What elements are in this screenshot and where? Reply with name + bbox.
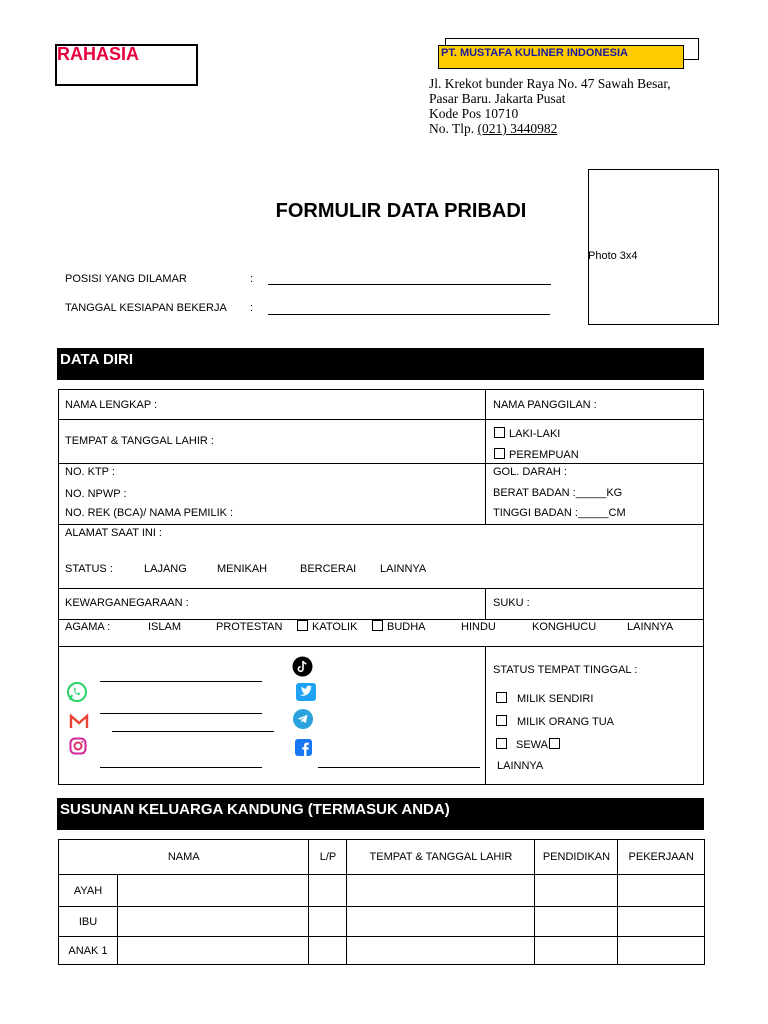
col-header-name: NAMA (59, 840, 309, 875)
page-title: FORMULIR DATA PRIBADI (275, 200, 527, 222)
start-date-label: TANGGAL KESIAPAN BEKERJA (65, 302, 227, 314)
ethnicity-label: SUKU : (493, 597, 530, 609)
status-option-divorced[interactable]: BERCERAI (300, 563, 357, 575)
residence-rent-label: SEWA (516, 739, 548, 751)
table-cell[interactable] (309, 875, 347, 907)
table-cell[interactable] (535, 937, 618, 965)
divider (58, 419, 704, 420)
phone-number: (021) 3440982 (477, 121, 558, 136)
table-cell[interactable] (535, 907, 618, 937)
data-diri-heading: DATA DIRI (57, 348, 704, 380)
family-heading: SUSUNAN KELUARGA KANDUNG (TERMASUK ANDA) (57, 798, 704, 830)
position-input-line[interactable] (268, 284, 551, 285)
residence-other-checkbox[interactable] (549, 738, 560, 749)
col-header-gender: L/P (309, 840, 347, 875)
gmail-icon (69, 713, 89, 734)
residence-parents-option[interactable] (496, 715, 614, 728)
gender-female-option[interactable] (494, 448, 579, 461)
residence-own-checkbox[interactable] (496, 692, 507, 703)
npwp-label: NO. NPWP : (65, 488, 127, 500)
residence-status-label: STATUS TEMPAT TINGGAL : (493, 664, 638, 676)
tiktok-icon (292, 656, 313, 682)
religion-other[interactable]: LAINNYA (627, 621, 674, 633)
catholic-label: KATOLIK (312, 621, 358, 633)
blood-type-label: GOL. DARAH : (493, 466, 567, 478)
table-header-row (59, 840, 705, 875)
photo-box (588, 169, 719, 325)
status-option-single[interactable]: LAJANG (144, 563, 187, 575)
catholic-checkbox[interactable] (297, 620, 308, 631)
residence-parents-checkbox[interactable] (496, 715, 507, 726)
residence-parents-label: MILIK ORANG TUA (517, 716, 614, 728)
residence-own-label: MILIK SENDIRI (517, 693, 594, 705)
divider (485, 646, 486, 785)
address-line-3: Kode Pos 10710 (429, 106, 519, 121)
table-row (59, 907, 705, 937)
buddhist-checkbox[interactable] (372, 620, 383, 631)
nickname-label: NAMA PANGGILAN : (493, 399, 597, 411)
birth-label: TEMPAT & TANGGAL LAHIR : (65, 435, 214, 447)
religion-buddhist[interactable] (372, 620, 426, 633)
table-cell[interactable] (118, 907, 309, 937)
religion-konghucu[interactable]: KONGHUCU (532, 621, 597, 633)
status-option-other[interactable]: LAINNYA (380, 563, 427, 575)
col-header-education: PENDIDIKAN (535, 840, 618, 875)
table-cell[interactable] (618, 907, 705, 937)
religion-protestant[interactable]: PROTESTAN (216, 621, 283, 633)
table-row (59, 875, 705, 907)
divider (58, 588, 704, 589)
residence-own-option[interactable] (496, 692, 593, 705)
photo-label: Photo 3x4 (588, 250, 638, 262)
table-cell[interactable] (618, 937, 705, 965)
residence-rent-checkbox[interactable] (496, 738, 507, 749)
divider (58, 463, 704, 464)
table-cell[interactable] (618, 875, 705, 907)
facebook-icon (295, 739, 312, 761)
row-label-mother: IBU (59, 907, 118, 937)
religion-label: AGAMA : (65, 621, 111, 633)
religion-islam[interactable]: ISLAM (148, 621, 182, 633)
weight-label: BERAT BADAN :_____KG (493, 487, 623, 499)
table-cell[interactable] (309, 907, 347, 937)
table-cell[interactable] (347, 907, 535, 937)
table-cell[interactable] (347, 937, 535, 965)
citizenship-label: KEWARGANEGARAAN : (65, 597, 189, 609)
social-input-line[interactable] (100, 681, 262, 682)
female-checkbox[interactable] (494, 448, 505, 459)
twitter-icon (296, 683, 316, 706)
full-name-label: NAMA LENGKAP : (65, 399, 158, 411)
confidential-label: RAHASIA (57, 44, 140, 64)
gender-male-option[interactable] (494, 427, 560, 440)
whatsapp-icon (66, 681, 88, 708)
row-label-child-1: ANAK 1 (59, 937, 118, 965)
buddhist-label: BUDHA (387, 621, 426, 633)
social-input-line[interactable] (100, 713, 262, 714)
row-label-father: AYAH (59, 875, 118, 907)
social-input-line[interactable] (100, 767, 262, 768)
male-label: LAKI-LAKI (509, 428, 561, 440)
residence-other-label: LAINNYA (497, 760, 544, 772)
social-input-line[interactable] (112, 731, 274, 732)
social-input-line[interactable] (318, 767, 480, 768)
address-label: ALAMAT SAAT INI : (65, 527, 162, 539)
female-label: PEREMPUAN (509, 449, 579, 461)
position-colon: : (250, 273, 254, 285)
status-option-married[interactable]: MENIKAH (217, 563, 268, 575)
bank-account-label: NO. REK (BCA)/ NAMA PEMILIK : (65, 507, 234, 519)
start-date-input-line[interactable] (268, 314, 550, 315)
col-header-occupation: PEKERJAAN (618, 840, 705, 875)
ktp-label: NO. KTP : (65, 466, 115, 478)
status-label: STATUS : (65, 563, 113, 575)
table-cell[interactable] (118, 875, 309, 907)
divider (58, 524, 704, 525)
table-cell[interactable] (309, 937, 347, 965)
telegram-icon (293, 709, 313, 734)
table-cell[interactable] (347, 875, 535, 907)
company-address (429, 76, 671, 136)
position-label: POSISI YANG DILAMAR (65, 273, 187, 285)
religion-catholic[interactable] (297, 620, 357, 633)
col-header-birth: TEMPAT & TANGGAL LAHIR (347, 840, 535, 875)
religion-hindu[interactable]: HINDU (461, 621, 496, 633)
address-line-1: Jl. Krekot bunder Raya No. 47 Sawah Besar, (429, 76, 671, 91)
divider (485, 389, 486, 525)
family-table (58, 839, 705, 965)
phone-line (429, 121, 671, 136)
phone-prefix: No. Tlp. (429, 121, 478, 136)
height-label: TINGGI BADAN :_____CM (493, 507, 626, 519)
company-name: PT. MUSTAFA KULINER INDONESIA (438, 45, 684, 69)
start-date-colon: : (250, 302, 254, 314)
address-line-2: Pasar Baru. Jakarta Pusat (429, 91, 566, 106)
divider (485, 588, 486, 620)
instagram-icon (69, 737, 87, 760)
table-cell[interactable] (118, 937, 309, 965)
table-row (59, 937, 705, 965)
residence-rent-option[interactable] (496, 738, 564, 751)
table-cell[interactable] (535, 875, 618, 907)
male-checkbox[interactable] (494, 427, 505, 438)
divider (58, 646, 704, 647)
